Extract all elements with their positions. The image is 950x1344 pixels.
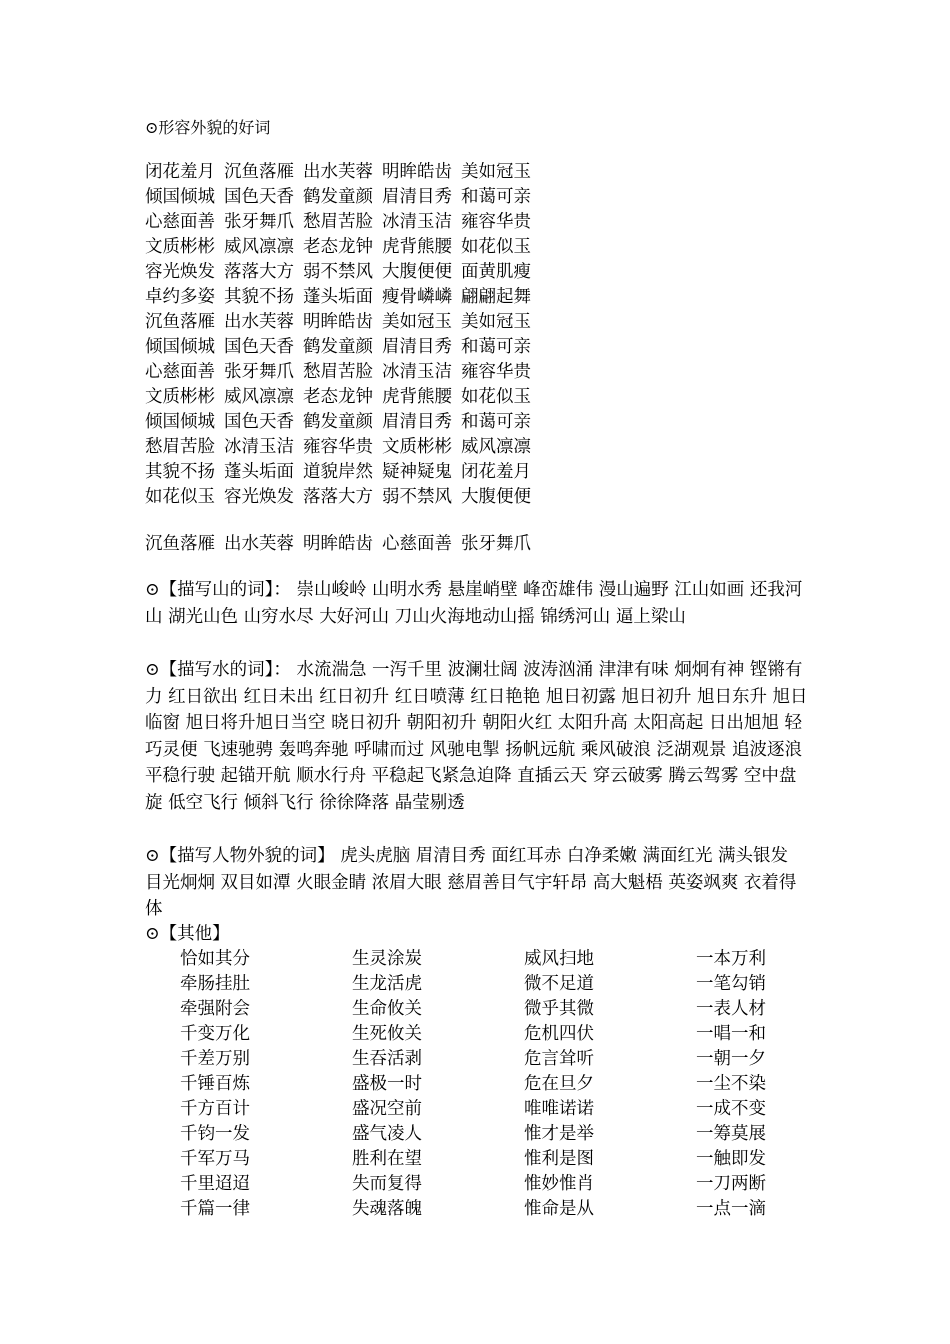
other-word: 微乎其微 [524, 999, 594, 1019]
idiom-word: 疑神疑鬼 [382, 462, 452, 482]
other-word: 千钧一发 [180, 1124, 250, 1144]
idiom-word: 美如冠玉 [382, 312, 452, 332]
other-word: 失而复得 [352, 1174, 422, 1194]
idiom-word: 雍容华贵 [461, 362, 531, 382]
idiom-word: 雍容华贵 [461, 212, 531, 232]
other-word: 惟利是图 [524, 1149, 594, 1169]
other-word: 生死攸关 [352, 1024, 422, 1044]
idiom-word: 眉清目秀 [382, 412, 452, 432]
idiom-word: 落落大方 [303, 487, 373, 507]
other-word: 一笔勾销 [696, 974, 766, 994]
idiom-word: 和蔼可亲 [461, 337, 531, 357]
idiom-word: 倾国倾城 [145, 337, 215, 357]
idiom-row [145, 335, 540, 360]
idiom-row [145, 410, 540, 435]
other-word: 微不足道 [524, 974, 594, 994]
other-word: 惟命是从 [524, 1199, 594, 1219]
idiom-word: 倾国倾城 [145, 412, 215, 432]
idiom-word: 雍容华贵 [303, 437, 373, 457]
idiom-word: 明眸皓齿 [303, 534, 373, 554]
idiom-word: 愁眉苦脸 [303, 212, 373, 232]
idiom-word: 张牙舞爪 [224, 362, 294, 382]
other-row [180, 1095, 816, 1120]
idiom-row [145, 285, 540, 310]
idiom-word: 道貌岸然 [303, 462, 373, 482]
idiom-word: 老态龙钟 [303, 237, 373, 257]
idiom-row [145, 460, 540, 485]
idiom-word: 明眸皓齿 [303, 312, 373, 332]
idiom-word: 卓约多姿 [145, 287, 215, 307]
idiom-word: 落落大方 [224, 262, 294, 282]
idiom-word: 张牙舞爪 [224, 212, 294, 232]
paragraph-water-words: ⊙【描写水的词】： 水流湍急 一泻千里 波澜壮阔 波涛汹涌 津津有味 炯炯有神 铿锵有力 红日欲出 红日未出 红日初升 红日喷薄 红日艳艳 旭日初露 旭日初升 旭日东升 旭日临窗 旭日将升旭日当空 晓日初升 朝阳初升 朝阳火红 太阳升高 太阳高起 日出旭旭 轻巧灵便 飞速驰骋 轰鸣奔驰 呼啸而过 风驰电掣 扬帆远航 乘风破浪 泛湖观景 追波逐浪 平稳行驶 起锚开航 顺水行舟 平稳起飞紧急迫降 直插云天 穿云破雾 腾云驾雾 空中盘旋 低空飞行 倾斜飞行 徐徐降落 晶莹剔透 [145, 660, 808, 813]
other-word: 惟妙惟肖 [524, 1174, 594, 1194]
other-word: 生灵涂炭 [352, 949, 422, 969]
idiom-word: 蓬头垢面 [303, 287, 373, 307]
idiom-row [145, 235, 540, 260]
other-word: 一刀两断 [696, 1174, 766, 1194]
other-word: 生龙活虎 [352, 974, 422, 994]
idiom-word: 如花似玉 [145, 487, 215, 507]
idiom-word: 张牙舞爪 [461, 534, 531, 554]
idiom-word: 其貌不扬 [145, 462, 215, 482]
idiom-word: 容光焕发 [145, 262, 215, 282]
idiom-row [145, 260, 540, 285]
other-word: 千锤百炼 [180, 1074, 250, 1094]
idiom-word: 沉鱼落雁 [145, 312, 215, 332]
idiom-word: 国色天香 [224, 337, 294, 357]
other-word: 千变万化 [180, 1024, 250, 1044]
paragraph-mountain-words: ⊙【描写山的词】： 崇山峻岭 山明水秀 悬崖峭壁 峰峦雄伟 漫山遍野 江山如画 还我河山 湖光山色 山穷水尽 大好河山 刀山火海地动山摇 锦绣河山 逼上梁山 [145, 580, 803, 627]
idiom-row [145, 185, 540, 210]
idiom-word: 文质彬彬 [145, 237, 215, 257]
other-word: 胜利在望 [352, 1149, 422, 1169]
idiom-word: 愁眉苦脸 [303, 362, 373, 382]
other-word: 千差万别 [180, 1049, 250, 1069]
idiom-row [145, 310, 540, 335]
other-row [180, 1045, 816, 1070]
other-word: 危言耸听 [524, 1049, 594, 1069]
other-word: 牵肠挂肚 [180, 974, 250, 994]
idiom-word: 心慈面善 [382, 534, 452, 554]
other-word: 一表人材 [696, 999, 766, 1019]
idiom-word: 瘦骨嶙嶙 [382, 287, 452, 307]
idiom-word: 翩翩起舞 [461, 287, 531, 307]
other-row [180, 945, 816, 970]
other-word: 一尘不染 [696, 1074, 766, 1094]
idiom-row [145, 160, 540, 185]
other-word: 恰如其分 [180, 949, 250, 969]
idiom-word: 容光焕发 [224, 487, 294, 507]
idiom-word: 沉鱼落雁 [224, 162, 294, 182]
other-word: 一唱一和 [696, 1024, 766, 1044]
idiom-word: 冰清玉洁 [224, 437, 294, 457]
other-word: 惟才是举 [524, 1124, 594, 1144]
idiom-word: 沉鱼落雁 [145, 534, 215, 554]
other-word: 盛况空前 [352, 1099, 422, 1119]
idiom-word: 心慈面善 [145, 212, 215, 232]
other-idiom-table [180, 945, 816, 1220]
other-word: 牵强附会 [180, 999, 250, 1019]
other-row [180, 1145, 816, 1170]
idiom-row [145, 435, 540, 460]
idiom-word: 明眸皓齿 [382, 162, 452, 182]
idiom-word: 心慈面善 [145, 362, 215, 382]
idiom-word: 出水芙蓉 [224, 534, 294, 554]
paragraph-appearance-words: ⊙【描写人物外貌的词】 虎头虎脑 眉清目秀 面红耳赤 白净柔嫩 满面红光 满头银发 目光炯炯 双目如潭 火眼金睛 浓眉大眼 慈眉善目气宇轩昂 高大魁梧 英姿飒爽 衣着得体 [145, 846, 797, 919]
heading-other: ⊙【其他】 [145, 924, 230, 944]
idiom-word: 国色天香 [224, 187, 294, 207]
other-word: 失魂落魄 [352, 1199, 422, 1219]
other-row [180, 1020, 816, 1045]
other-word: 唯唯诺诺 [524, 1099, 594, 1119]
idiom-word: 蓬头垢面 [224, 462, 294, 482]
idiom-word: 虎背熊腰 [382, 237, 452, 257]
other-word: 千篇一律 [180, 1199, 250, 1219]
idiom-word: 文质彬彬 [145, 387, 215, 407]
idiom-word: 出水芙蓉 [224, 312, 294, 332]
other-word: 盛极一时 [352, 1074, 422, 1094]
idiom-word: 眉清目秀 [382, 187, 452, 207]
idiom-word: 闭花羞月 [145, 162, 215, 182]
other-row [180, 1195, 816, 1220]
idiom-word: 大腹便便 [382, 262, 452, 282]
idiom-word: 和蔼可亲 [461, 412, 531, 432]
other-row [180, 1170, 816, 1195]
other-word: 生命攸关 [352, 999, 422, 1019]
idiom-word: 和蔼可亲 [461, 187, 531, 207]
other-word: 盛气凌人 [352, 1124, 422, 1144]
idiom-word: 闭花羞月 [461, 462, 531, 482]
idiom-word: 威风凛凛 [224, 387, 294, 407]
other-row [180, 970, 816, 995]
other-row [180, 1070, 816, 1095]
idiom-word: 弱不禁风 [382, 487, 452, 507]
idiom-word: 鹤发童颜 [303, 187, 373, 207]
idiom-word: 出水芙蓉 [303, 162, 373, 182]
idiom-word: 大腹便便 [461, 487, 531, 507]
other-word: 威风扫地 [524, 949, 594, 969]
other-word: 一本万利 [696, 949, 766, 969]
idiom-word: 眉清目秀 [382, 337, 452, 357]
idiom-word: 虎背熊腰 [382, 387, 452, 407]
idiom-word: 如花似玉 [461, 387, 531, 407]
other-word: 一点一滴 [696, 1199, 766, 1219]
other-word: 一触即发 [696, 1149, 766, 1169]
idiom-word: 文质彬彬 [382, 437, 452, 457]
idiom-word: 鹤发童颜 [303, 412, 373, 432]
other-row [180, 995, 816, 1020]
other-word: 生吞活剥 [352, 1049, 422, 1069]
heading-appearance-words: ⊙形容外貌的好词 [145, 118, 271, 137]
other-row [180, 1120, 816, 1145]
idiom-grid [145, 160, 540, 557]
idiom-row [145, 385, 540, 410]
other-word: 千军万马 [180, 1149, 250, 1169]
idiom-word: 倾国倾城 [145, 187, 215, 207]
other-word: 一成不变 [696, 1099, 766, 1119]
idiom-word: 弱不禁风 [303, 262, 373, 282]
idiom-row-extra [145, 532, 540, 557]
idiom-row [145, 485, 540, 510]
idiom-word: 国色天香 [224, 412, 294, 432]
idiom-word: 冰清玉洁 [382, 362, 452, 382]
idiom-row [145, 360, 540, 385]
idiom-word: 美如冠玉 [461, 312, 531, 332]
idiom-word: 愁眉苦脸 [145, 437, 215, 457]
idiom-word: 冰清玉洁 [382, 212, 452, 232]
other-word: 危在旦夕 [524, 1074, 594, 1094]
idiom-word: 威风凛凛 [224, 237, 294, 257]
other-word: 危机四伏 [524, 1024, 594, 1044]
idiom-row [145, 210, 540, 235]
other-word: 千方百计 [180, 1099, 250, 1119]
idiom-word: 美如冠玉 [461, 162, 531, 182]
idiom-word: 其貌不扬 [224, 287, 294, 307]
other-word: 一筹莫展 [696, 1124, 766, 1144]
idiom-word: 鹤发童颜 [303, 337, 373, 357]
idiom-word: 威风凛凛 [461, 437, 531, 457]
idiom-word: 面黄肌瘦 [461, 262, 531, 282]
idiom-word: 如花似玉 [461, 237, 531, 257]
other-word: 千里迢迢 [180, 1174, 250, 1194]
idiom-word: 老态龙钟 [303, 387, 373, 407]
other-word: 一朝一夕 [696, 1049, 766, 1069]
